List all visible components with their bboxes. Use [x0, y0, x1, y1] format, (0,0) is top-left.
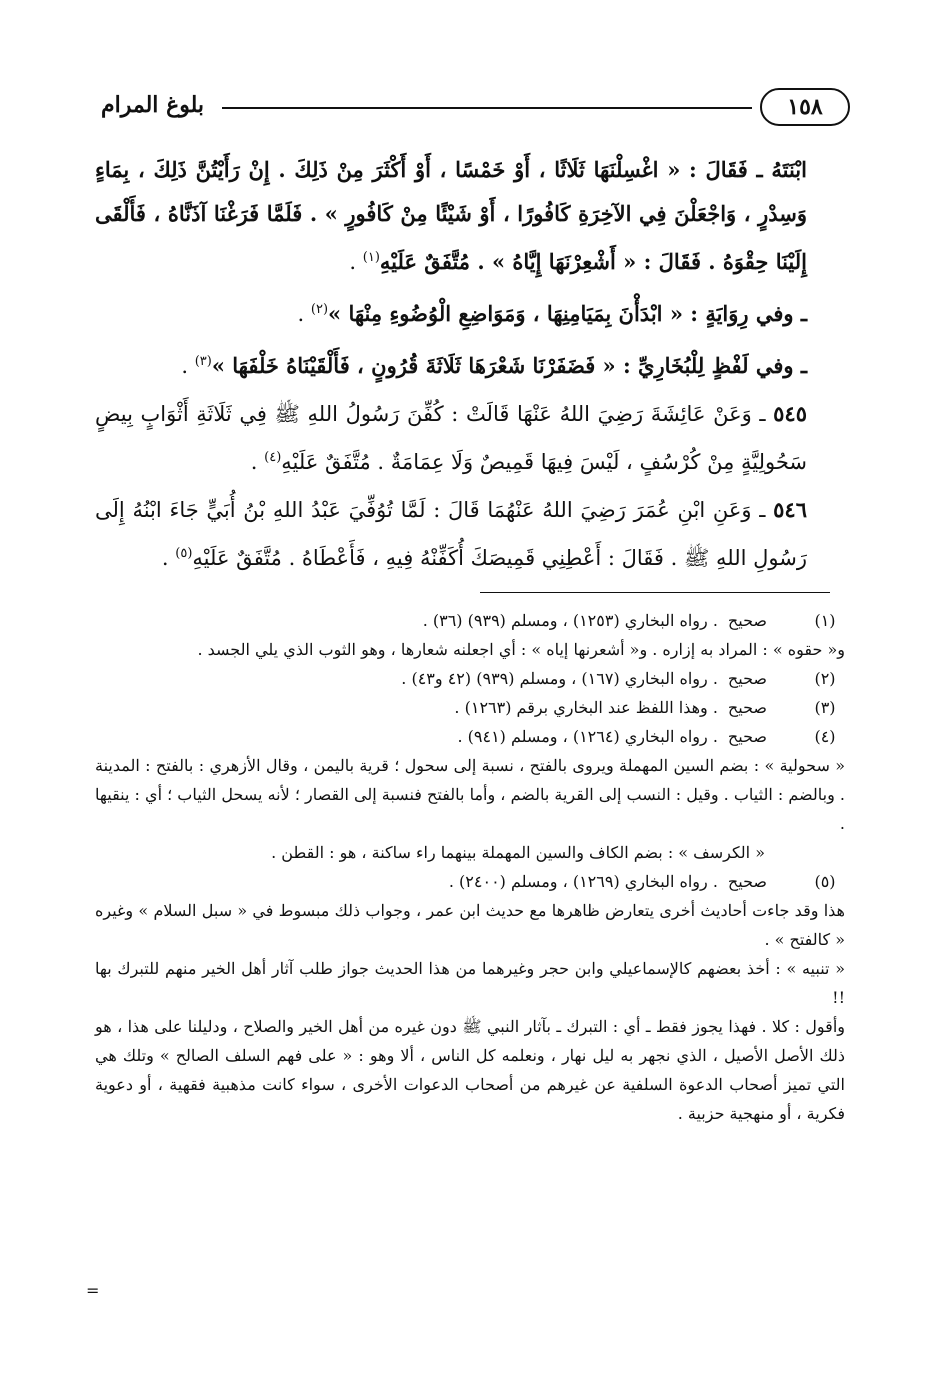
- footnote-mark: (١): [814, 611, 836, 630]
- hadith-grade: صحيح: [727, 611, 767, 630]
- footnote-text: . رواه البخاري (١٢٦٩) ، ومسلم (٢٤٠٠) .: [448, 872, 718, 891]
- footnote-separator: [480, 592, 830, 593]
- header-rule: [222, 107, 752, 109]
- footnotes: [95, 606, 845, 1128]
- hadith-545: [95, 392, 807, 484]
- footnote-5-author-comment: وأقول : كلا . فهذا يجوز فقط ـ أي : التبرك ـ بآثار النبي ﷺ دون غيره من أهل الخير والصلاح ، ودليلنا على هذا ، هو ذلك الأصل الأصيل ، الذي نجهر به ليل نهار ، ونعلمه كل الناس ، ألا وهو : « على فهم السلف الصالح » وتلك هي التي تميز أصحاب الدعوة السلفية عن غيرهم من أصحاب الدعوات الأخرى ، سواء كانت مذهبية فقهية ، أو دعوية فكرية ، أو منهجية حزبية .: [95, 1017, 846, 1123]
- variant-text: ـ وفي رِوَايَةٍ : « ابْدَأْنَ بِمَيَامِنِهَا ، وَمَوَاضِعِ الْوُضُوءِ مِنْهَا »: [328, 301, 807, 326]
- hadith-grade: صحيح: [727, 669, 767, 688]
- hadith-grade: صحيح: [727, 698, 767, 717]
- footnote-3: [95, 693, 845, 722]
- hadith-grade: صحيح: [727, 727, 767, 746]
- footnote-ref: (١): [362, 250, 380, 265]
- sentence-end: .: [297, 302, 311, 326]
- footnote-text: . رواه البخاري (١٦٧) ، ومسلم (٩٣٩) (٤٢ و٤٣) .: [401, 669, 718, 688]
- footnote-1-commentary: و« حقوه » : المراد به إزاره . و« أشعرنها إياه » : أي اجعلنه شعارها ، وهو الثوب الذي يلي الجسد .: [197, 640, 845, 659]
- narration-variant: [95, 340, 807, 388]
- footnote-5: [95, 867, 845, 896]
- footnote-ref: (٣): [194, 354, 212, 369]
- footnote-4-commentary: « الكرسف » : بضم الكاف والسين المهملة بينهما راء ساكنة ، هو : القطن .: [271, 843, 765, 862]
- footnote-5-commentary: هذا وقد جاءت أحاديث أخرى يتعارض ظاهرها مع حديث ابن عمر ، وجواب ذلك مبسوط في « سبل السلام » وغيره « كالفتح » .: [95, 901, 845, 949]
- footnote-4: [95, 722, 845, 751]
- hadith-546: [95, 488, 807, 580]
- hadith-text: ـ وَعَنْ عَائِشَةَ رَضِيَ اللهُ عَنْهَا قَالَتْ : كُفِّنَ رَسُولُ اللهِ ﷺ فِي ثَلَاثَةِ أَثْوَابٍ بِيضٍ سَحُولِيَّةٍ مِنْ كُرْسُفٍ ، لَيْسَ فِيهَا قَمِيصٌ وَلَا عِمَامَةٌ . مُتَّفَقٌ عَلَيْهِ: [95, 402, 807, 474]
- sentence-end: .: [250, 450, 265, 474]
- footnote-text: . رواه البخاري (١٢٦٤) ، ومسلم (٩٤١) .: [457, 727, 718, 746]
- footnote-mark: (٣): [814, 698, 836, 717]
- narration-variant: [95, 288, 807, 336]
- footnote-1: [95, 606, 845, 635]
- footnote-ref: (٢): [310, 302, 329, 317]
- hadith-grade: صحيح: [727, 872, 767, 891]
- footnote-text: . وهذا اللفظ عند البخاري برقم (١٢٦٣) .: [454, 698, 718, 717]
- book-title: بلوغ المرام: [101, 92, 204, 118]
- sentence-end: .: [181, 354, 195, 378]
- footnote-text: . رواه البخاري (١٢٥٣) ، ومسلم (٩٣٩) (٣٦) .: [422, 611, 718, 630]
- footnote-mark: (٢): [814, 669, 836, 688]
- footnote-4-commentary: « سحولية » : بضم السين المهملة ويروى بالفتح ، نسبة إلى سحول ؛ قرية باليمن ، وقال الأزهري : بالفتح : المدينة . وبالضم : الثياب . وقيل : النسب إلى القرية بالضم ، وأما بالفتح فنسبة إلى القصار ؛ لأنه يسحل الثياب ؛ أي : ينقيها .: [95, 756, 845, 833]
- margin-mark: =: [86, 1281, 100, 1300]
- sentence-end: .: [161, 546, 176, 570]
- page-header: [90, 88, 850, 134]
- hadith-text: ـ وَعَنِ ابْنِ عُمَرَ رَضِيَ اللهُ عَنْهُمَا قَالَ : لَمَّا تُوُفِّيَ عَبْدُ اللهِ بْنُ أُبَيٍّ جَاءَ ابْنُهُ إِلَى رَسُولِ اللهِ ﷺ . فَقَالَ : أَعْطِنِي قَمِيصَكَ أُكَفِّنْهُ فِيهِ ، فَأَعْطَاهُ . مُتَّفَقٌ عَلَيْهِ: [95, 498, 807, 570]
- footnote-ref: (٥): [175, 546, 193, 561]
- variant-text: ـ وفي لَفْظٍ لِلْبُخَارِيِّ : « فَضَفَرْنَا شَعْرَهَا ثَلَاثَةَ قُرُونٍ ، فَأَلْقَيْنَاهُ خَلْفَهَا »: [211, 353, 807, 378]
- hadith-number: ٥٤٥: [773, 401, 807, 426]
- footnote-mark: (٤): [814, 727, 836, 746]
- page-number: ١٥٨: [760, 88, 850, 126]
- hadith-continuation: ابْنَتَهُ ـ فَقَالَ : « اغْسِلْنَهَا ثَلَاثًا ، أَوْ خَمْسًا ، أَوْ أَكْثَرَ مِنْ ذَلِكَ . إِنْ رَأَيْتُنَّ ذَلِكَ ، بِمَاءٍ وَسِدْرٍ ، وَاجْعَلْنَ فِي الآخِرَةِ كَافُورًا ، أَوْ شَيْئًا مِنْ كَافُورٍ » . فَلَمَّا فَرَغْنَا آذَنَّاهُ ، فَأَلْقَى إِلَيْنَا حِقْوَهُ . فَقَالَ : « أَشْعِرْنَهَا إِيَّاهُ » . مُتَّفَقٌ عَلَيْهِ$^{(١)}$ .: [95, 157, 807, 274]
- hadith-text: ابْنَتَهُ ـ فَقَالَ : « اغْسِلْنَهَا ثَلَاثًا ، أَوْ خَمْسًا ، أَوْ أَكْثَرَ مِنْ ذَلِكَ . إِنْ رَأَيْتُنَّ ذَلِكَ ، بِمَاءٍ وَسِدْرٍ ، وَاجْعَلْنَ فِي الآخِرَةِ كَافُورًا ، أَوْ شَيْئًا مِنْ كَافُورٍ » . فَلَمَّا فَرَغْنَا آذَنَّاهُ ، فَأَلْقَى إِلَيْنَا حِقْوَهُ . فَقَالَ : « أَشْعِرْنَهَا إِيَّاهُ » . مُتَّفَقٌ عَلَيْهِ: [95, 157, 807, 274]
- footnote-2: [95, 664, 845, 693]
- main-text: [95, 148, 807, 584]
- footnote-ref: (٤): [264, 450, 282, 465]
- hadith-number: ٥٤٦: [773, 497, 807, 522]
- footnote-5-notice: « تنبيه » : أخذ بعضهم كالإسماعيلي وابن حجر وغيرهما من هذا الحديث جواز طلب آثار أهل الخير منهم للتبرك بها !!: [95, 959, 845, 1007]
- footnote-mark: (٥): [814, 872, 836, 891]
